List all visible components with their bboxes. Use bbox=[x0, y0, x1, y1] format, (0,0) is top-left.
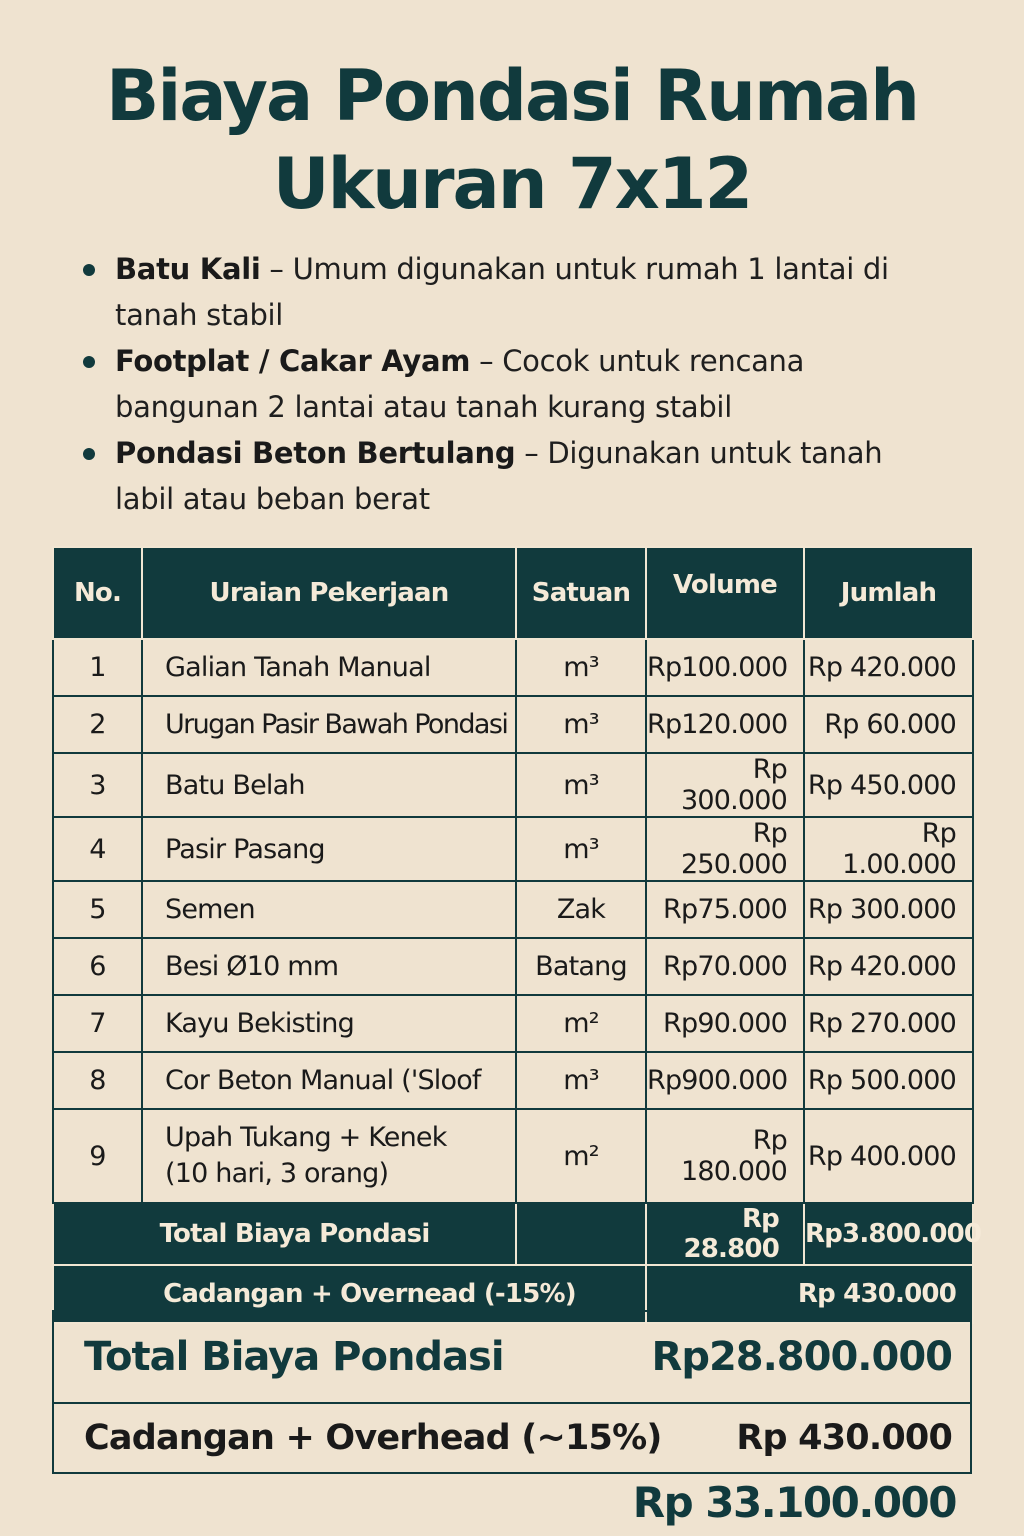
bullet-desc: Cocok untuk rencana bangunan 2 lantai atau tanah kurang stabil bbox=[115, 344, 805, 424]
bullet-icon bbox=[83, 264, 95, 276]
bullet-term: Batu Kali bbox=[115, 252, 261, 286]
cell-uraian: Besi Ø10 mm bbox=[142, 938, 516, 995]
overhead-jumlah: Rp 430.000 bbox=[646, 1265, 973, 1323]
cell-volume: Rp900.000 bbox=[646, 1052, 804, 1109]
cell-satuan: Batang bbox=[516, 938, 646, 995]
cell-no: 4 bbox=[53, 817, 142, 881]
cell-no: 5 bbox=[53, 881, 142, 938]
table-row bbox=[53, 881, 973, 938]
cell-volume: Rp120.000 bbox=[646, 696, 804, 753]
title-line-2: Ukuran 7x12 bbox=[272, 143, 752, 225]
cell-volume: Rp75.000 bbox=[646, 881, 804, 938]
cost-table bbox=[52, 546, 982, 1324]
bullet-separator: – bbox=[470, 344, 503, 378]
cell-uraian: Pasir Pasang bbox=[142, 817, 516, 881]
bullet-icon bbox=[83, 356, 95, 368]
cell-uraian-line-1: Upah Tukang + Kenek bbox=[165, 1122, 447, 1153]
header-volume: Volume bbox=[646, 547, 804, 639]
cell-uraian: Cor Beton Manual ('Sloof bbox=[142, 1052, 516, 1109]
cell-jumlah: Rp 420.000 bbox=[804, 639, 973, 696]
bullet-term: Footplat / Cakar Ayam bbox=[115, 344, 471, 378]
summary-overhead-value: Rp 430.000 bbox=[736, 1418, 952, 1458]
cell-jumlah: Rp 60.000 bbox=[804, 696, 973, 753]
page-title bbox=[0, 52, 1024, 228]
cell-jumlah: Rp 420.000 bbox=[804, 938, 973, 995]
cell-volume: Rp 300.000 bbox=[646, 753, 804, 817]
total-jumlah: Rp3.800.000 bbox=[804, 1203, 973, 1265]
summary-box bbox=[52, 1310, 972, 1474]
table-total-row bbox=[53, 1203, 973, 1265]
cell-no: 8 bbox=[53, 1052, 142, 1109]
cell-volume: Rp90.000 bbox=[646, 995, 804, 1052]
cell-satuan: m² bbox=[516, 995, 646, 1052]
cell-satuan: m³ bbox=[516, 1052, 646, 1109]
header-no: No. bbox=[53, 547, 142, 639]
summary-overhead-row bbox=[54, 1404, 970, 1472]
table-row bbox=[53, 995, 973, 1052]
cell-uraian: Urugan Pasir Bawah Pondasi bbox=[142, 696, 516, 753]
cell-no: 3 bbox=[53, 753, 142, 817]
cell-no: 6 bbox=[53, 938, 142, 995]
summary-total-label: Total Biaya Pondasi bbox=[84, 1334, 504, 1380]
bullet-desc: Umum digunakan untuk rumah 1 lantai di tanah stabil bbox=[115, 252, 889, 332]
summary-total-row bbox=[54, 1312, 970, 1404]
table-row bbox=[53, 639, 973, 696]
summary-overhead-label: Cadangan + Overhead (~15%) bbox=[84, 1418, 662, 1458]
list-item-footplat bbox=[80, 338, 910, 430]
bullet-desc: Digunakan untuk tanah labil atau beban berat bbox=[115, 436, 883, 516]
cell-volume: Rp70.000 bbox=[646, 938, 804, 995]
cell-jumlah: Rp 450.000 bbox=[804, 753, 973, 817]
cell-satuan: m³ bbox=[516, 639, 646, 696]
table-header-row bbox=[53, 547, 973, 639]
cell-satuan: m³ bbox=[516, 696, 646, 753]
summary-total-value: Rp28.800.000 bbox=[651, 1334, 952, 1380]
title-line-1: Biaya Pondasi Rumah bbox=[105, 55, 918, 137]
cell-jumlah: Rp 400.000 bbox=[804, 1109, 973, 1203]
header-jumlah: Jumlah bbox=[804, 547, 973, 639]
cell-no: 7 bbox=[53, 995, 142, 1052]
table-row bbox=[53, 1052, 973, 1109]
cell-jumlah: Rp 270.000 bbox=[804, 995, 973, 1052]
cell-satuan: m³ bbox=[516, 817, 646, 881]
cell-jumlah: Rp 1.00.000 bbox=[804, 817, 973, 881]
total-empty-cell bbox=[516, 1203, 646, 1265]
cell-no: 1 bbox=[53, 639, 142, 696]
cell-uraian: Batu Belah bbox=[142, 753, 516, 817]
cell-satuan: Zak bbox=[516, 881, 646, 938]
cell-volume: Rp100.000 bbox=[646, 639, 804, 696]
header-satuan: Satuan bbox=[516, 547, 646, 639]
cell-volume: Rp 250.000 bbox=[646, 817, 804, 881]
foundation-types-list bbox=[80, 246, 910, 522]
cell-volume: Rp 180.000 bbox=[646, 1109, 804, 1203]
cell-jumlah: Rp 300.000 bbox=[804, 881, 973, 938]
table-row bbox=[53, 817, 973, 881]
cell-uraian: Kayu Bekisting bbox=[142, 995, 516, 1052]
cell-no: 2 bbox=[53, 696, 142, 753]
table-row bbox=[53, 753, 973, 817]
cell-uraian bbox=[142, 1109, 516, 1203]
total-volume: Rp 28.800 bbox=[646, 1203, 804, 1265]
total-label: Total Biaya Pondasi bbox=[53, 1203, 516, 1265]
table-row bbox=[53, 1109, 973, 1203]
cell-no: 9 bbox=[53, 1109, 142, 1203]
bullet-icon bbox=[83, 448, 95, 460]
bullet-separator: – bbox=[515, 436, 548, 470]
list-item-batu-kali bbox=[80, 246, 910, 338]
table-row bbox=[53, 696, 973, 753]
table-row bbox=[53, 938, 973, 995]
bullet-separator: – bbox=[260, 252, 293, 286]
cell-uraian: Galian Tanah Manual bbox=[142, 639, 516, 696]
overhead-label: Cadangan + Overnead (-15%) bbox=[53, 1265, 646, 1323]
header-uraian: Uraian Pekerjaan bbox=[142, 547, 516, 639]
cell-satuan: m² bbox=[516, 1109, 646, 1203]
cell-jumlah: Rp 500.000 bbox=[804, 1052, 973, 1109]
cell-satuan: m³ bbox=[516, 753, 646, 817]
list-item-beton-bertulang bbox=[80, 430, 910, 522]
cell-uraian-line-2: (10 hari, 3 orang) bbox=[165, 1158, 389, 1189]
cell-uraian: Semen bbox=[142, 881, 516, 938]
bullet-term: Pondasi Beton Bertulang bbox=[115, 436, 516, 470]
grand-total: Rp 33.100.000 bbox=[632, 1478, 956, 1527]
